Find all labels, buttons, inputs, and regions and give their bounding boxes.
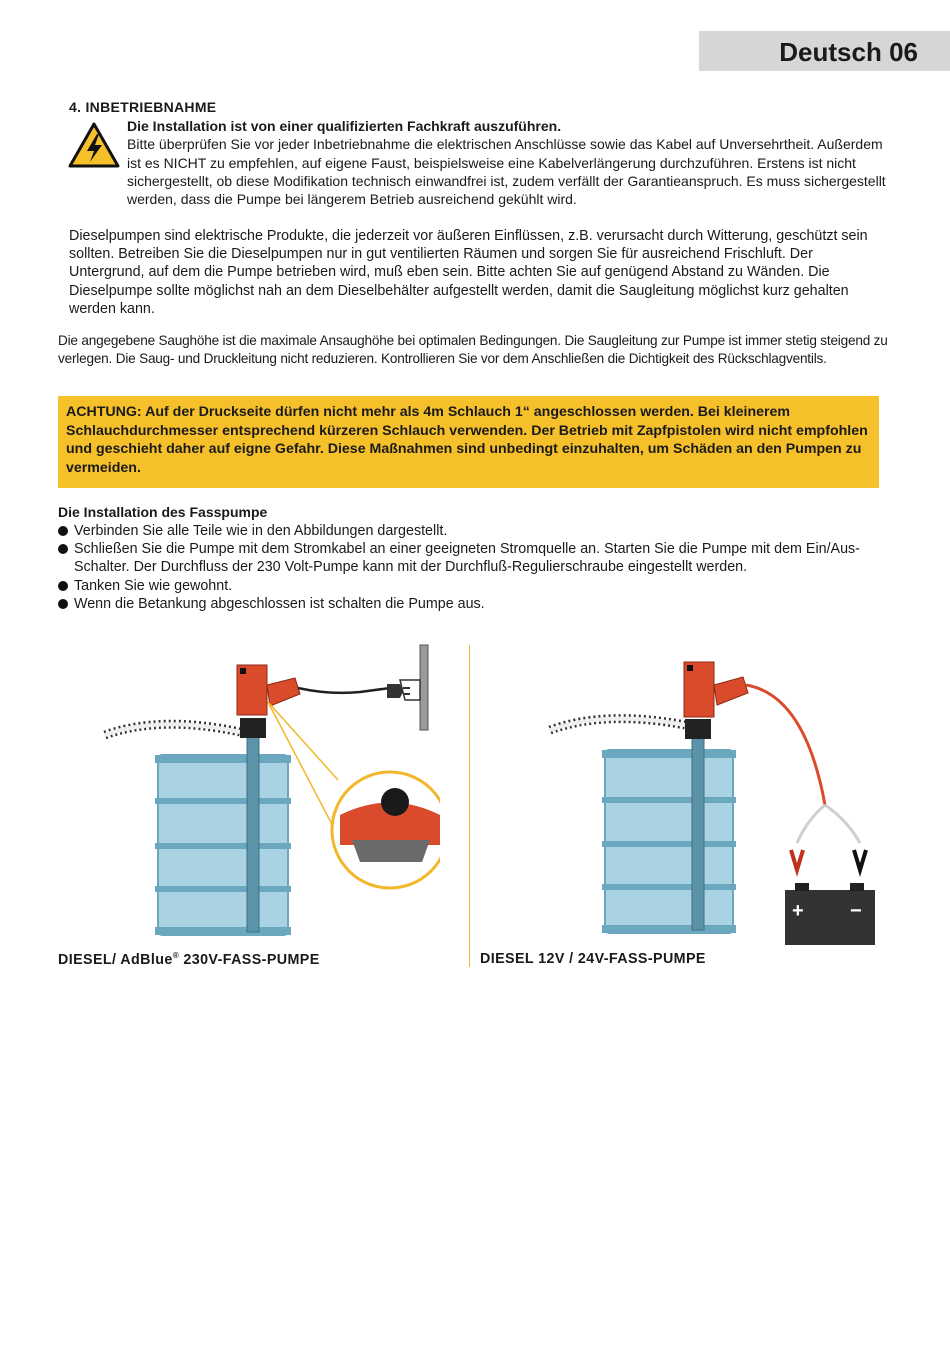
list-item	[58, 595, 898, 613]
caption-text: 230V-FASS-PUMPE	[179, 951, 320, 968]
battery-plus-label: +	[792, 900, 804, 922]
warning-lead: Die Installation ist von einer qualifizierten Fachkraft auszuführen.	[127, 118, 562, 134]
figure-divider	[469, 645, 470, 967]
step-text: Tanken Sie wie gewohnt.	[74, 577, 233, 594]
step-text: Schließen Sie die Pumpe mit dem Stromkabel an einer geeigneten Stromquelle an. Starten Sie die Pumpe mit dem Ein/Aus- Schalter. Der Durchfluss der 230 Volt-Pumpe kann mit der Durchfluß-Regulierschraube eingestellt werden.	[74, 541, 860, 576]
page-language-badge: Deutsch 06	[699, 31, 950, 71]
bullet-icon	[58, 526, 68, 536]
pump-230v-illustration	[100, 640, 440, 945]
pump-12v-24v-illustration	[545, 655, 885, 950]
bullet-icon	[58, 581, 68, 591]
warning-block	[127, 117, 897, 208]
list-item	[58, 522, 898, 540]
paragraph-suction-height: Die angegebene Saughöhe ist die maximale Ansaughöhe bei optimalen Bedingungen. Die Saugleitung zur Pumpe ist immer stetig steigend zu verlegen. Die Saug- und Druckleitung nicht reduzieren. Kontrollieren Sie vor dem Anschließen die Dichtigkeit des Rückschlagventils.	[58, 333, 888, 367]
warning-body: Bitte überprüfen Sie vor jeder Inbetriebnahme die elektrischen Anschlüsse sowie das Kabel auf Unversehrtheit. Außerdem ist es NICHT zu empfehlen, auf eigene Faust, beispielsweise eine Kabelverlängerung durchzuführen. Erstens ist nicht sichergestellt, ob diese Modifikation technisch einwandfrei ist, zudem verfällt der Garantieanspruch. Es muss sichergestellt werden, dass die Pumpe bei längerem Betrieb ausreichend gekühlt wird.	[127, 136, 886, 208]
step-text: Verbinden Sie alle Teile wie in den Abbildungen dargestellt.	[74, 523, 448, 539]
caption-12v-24v-pump: DIESEL 12V / 24V-FASS-PUMPE	[480, 951, 706, 967]
section-title: 4. INBETRIEBNAHME	[69, 99, 217, 115]
battery-minus-label: −	[850, 900, 862, 922]
installation-title: Die Installation des Fasspumpe	[58, 504, 268, 520]
list-item	[58, 540, 898, 576]
electric-hazard-icon	[68, 122, 120, 168]
bullet-icon	[58, 599, 68, 609]
bullet-icon	[58, 544, 68, 554]
list-item	[58, 577, 898, 595]
paragraph-diesel-usage: Dieselpumpen sind elektrische Produkte, die jederzeit vor äußeren Einflüssen, z.B. verursacht durch Witterung, geschützt sein sollten. Betreiben Sie die Dieselpumpen nur in gut ventilierten Räumen und sorgen Sie für ausreichend Frischluft. Der Untergrund, auf dem die Pumpe betrieben wird, muß eben sein. Bitte achten Sie auf genügend Abstand zu Wänden. Die Dieselpumpe sollte möglichst nah an dem Dieselbehälter aufgestellt werden, damit die Saugleitung möglichst kurz gehalten werden kann.	[69, 228, 868, 317]
caption-text: DIESEL/ AdBlue	[58, 951, 173, 968]
attention-box: ACHTUNG: Auf der Druckseite dürfen nicht mehr als 4m Schlauch 1“ angeschlossen werden. Bei kleinerem Schlauchdurchmesser entsprechend kürzeren Schlauch verwenden. Der Betrieb mit Zapfpistolen wird nicht empfohlen und geschieht daher auf eigne Gefahr. Diese Maßnahmen sind unbedingt einzuhalten, um Schäden an den Pumpen zu vermeiden.	[58, 396, 879, 488]
step-text: Wenn die Betankung abgeschlossen ist schalten die Pumpe aus.	[74, 595, 485, 612]
registered-mark: ®	[172, 951, 179, 960]
installation-steps	[58, 522, 898, 613]
caption-230v-pump	[58, 951, 320, 968]
